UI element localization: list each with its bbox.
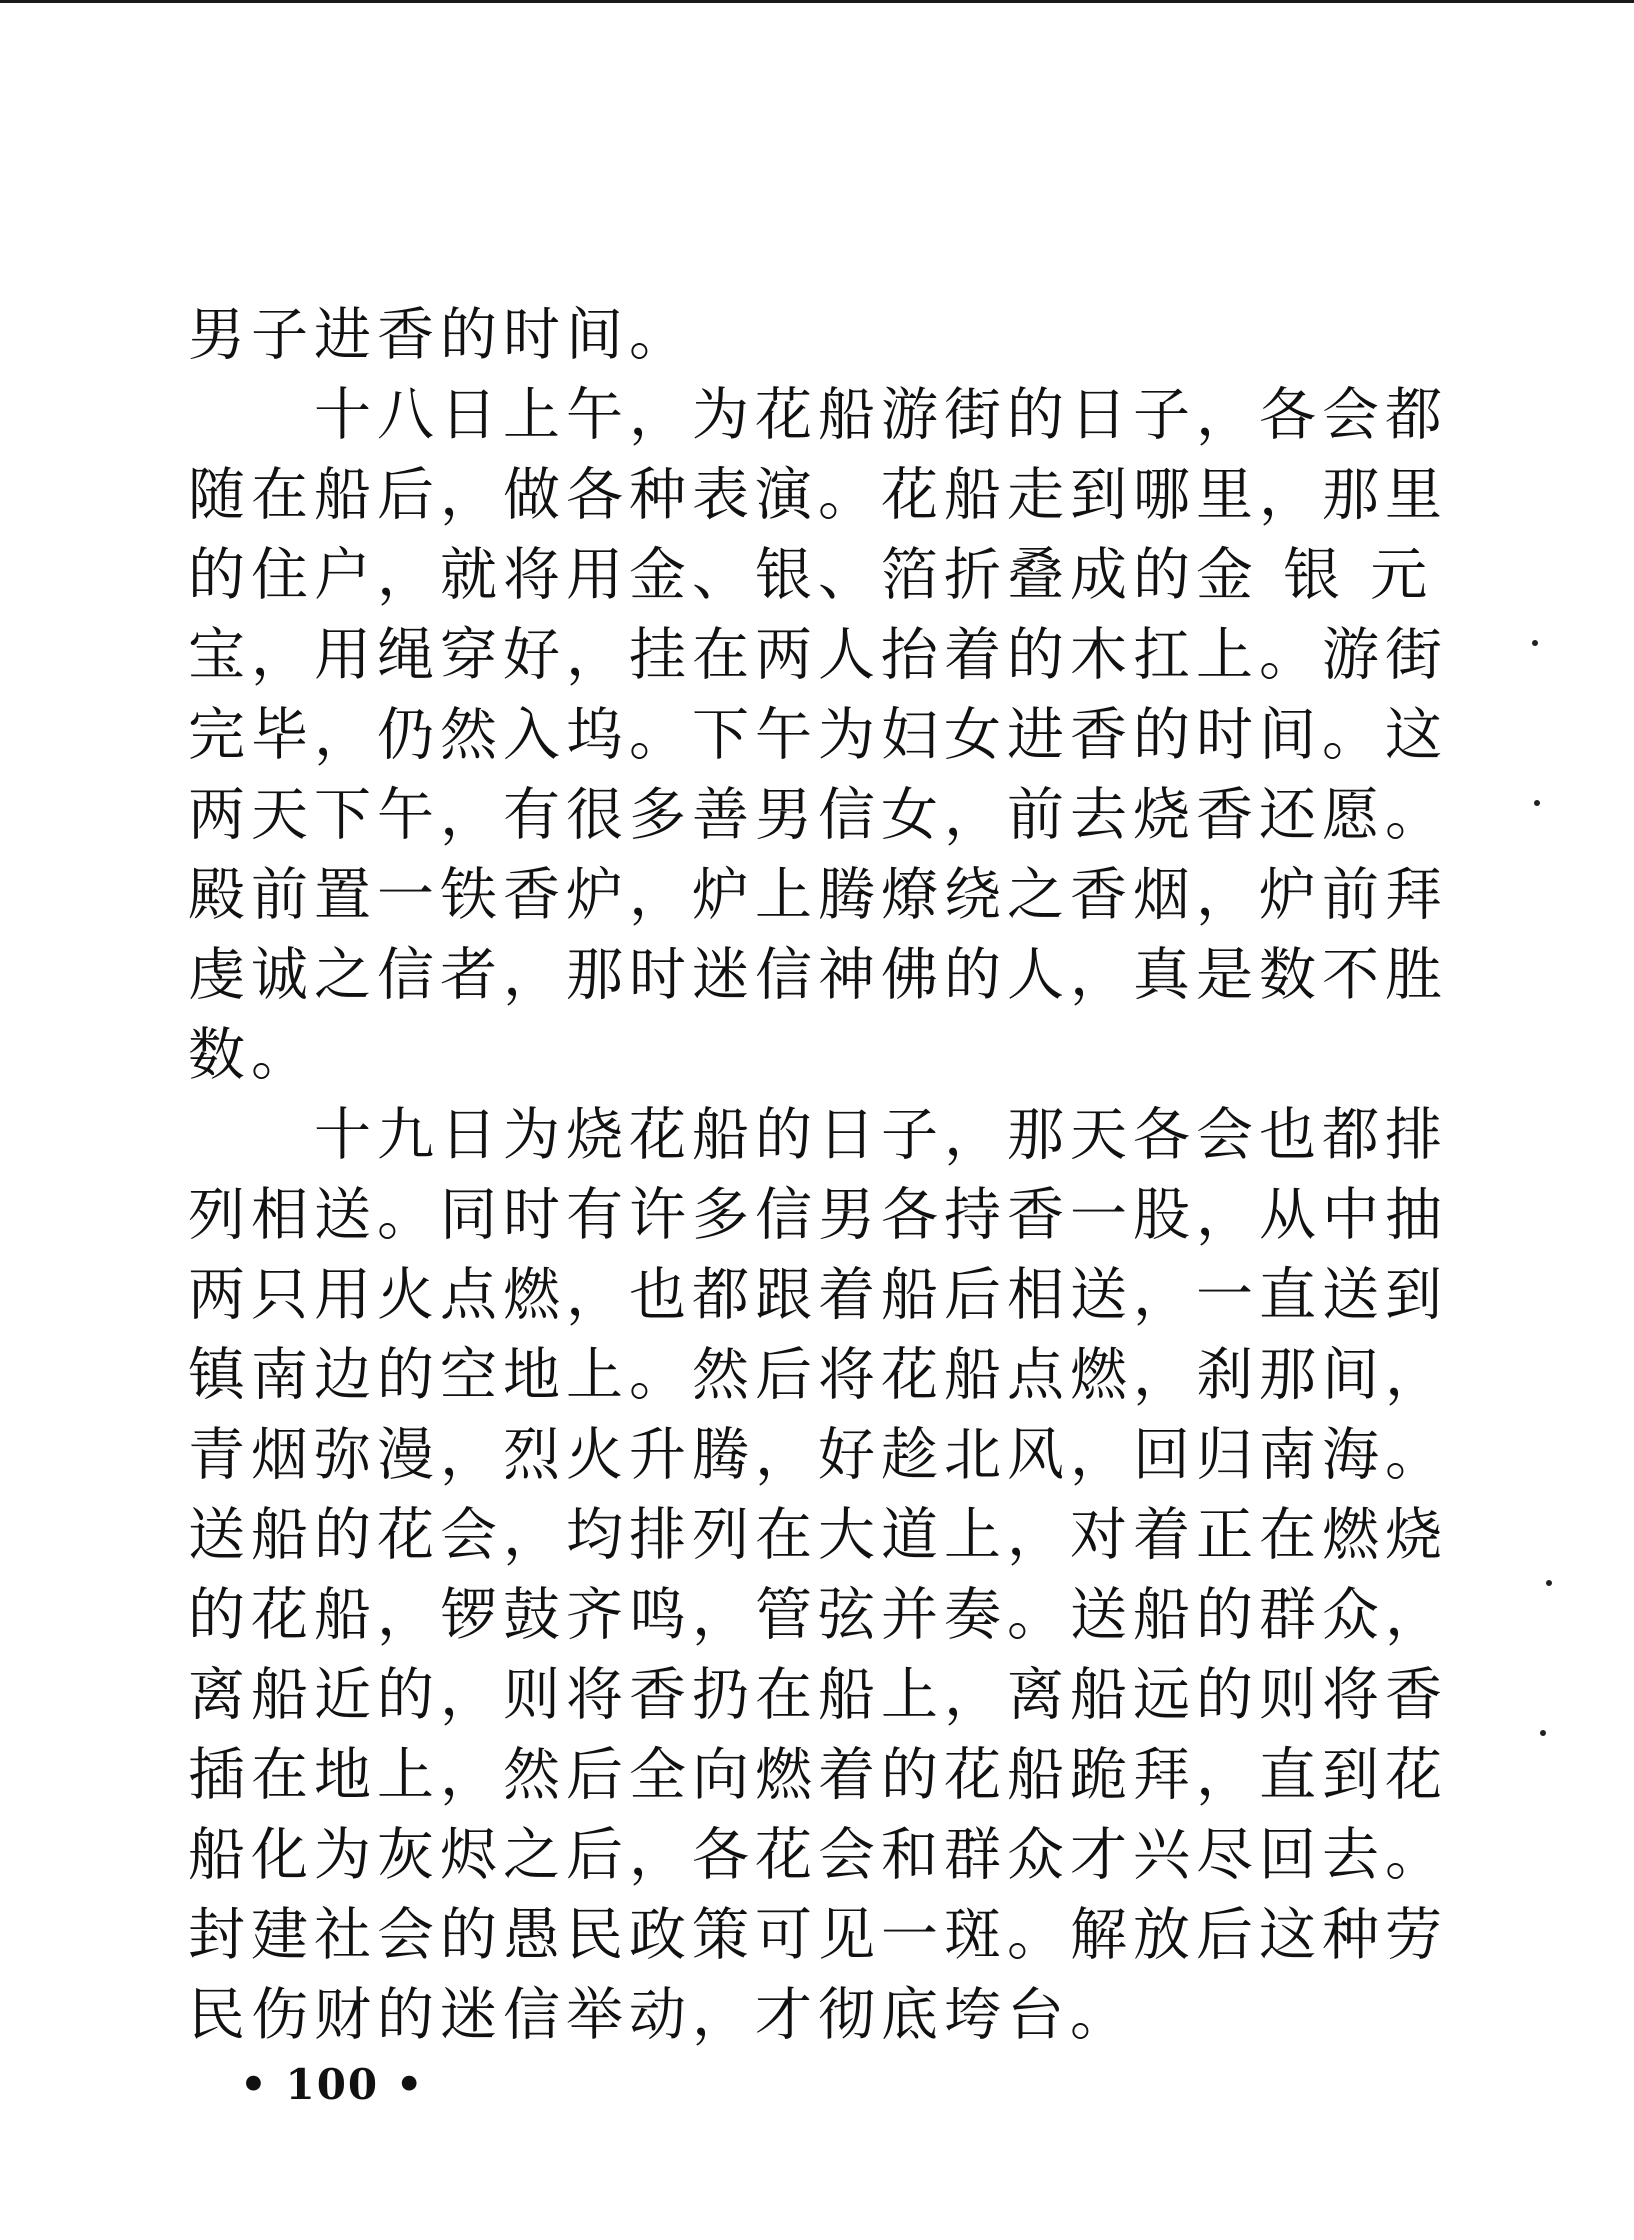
text-line-20: 船化为灰烬之后，各花会和群众才兴尽回去。 <box>188 1822 1448 1888</box>
text-line-17: 的花船，锣鼓齐鸣，管弦并奏。送船的群众， <box>188 1582 1448 1648</box>
page-number: • 100 • <box>240 2060 425 2109</box>
text-line-11: 十九日为烧花船的日子，那天各会也都排 <box>188 1102 1448 1168</box>
text-line-6: 完毕，仍然入坞。下午为妇女进香的时间。这 <box>188 702 1448 768</box>
text-line-10: 数。 <box>188 1022 314 1088</box>
text-line-16: 送船的花会，均排列在大道上，对着正在燃烧 <box>188 1502 1448 1568</box>
scan-speck <box>1540 1730 1546 1736</box>
text-line-18: 离船近的，则将香扔在船上，离船远的则将香 <box>188 1662 1448 1728</box>
text-line-7: 两天下午，有很多善男信女，前去烧香还愿。 <box>188 782 1448 848</box>
text-line-15: 青烟弥漫，烈火升腾，好趁北风，回归南海。 <box>188 1422 1448 1488</box>
text-line-12: 列相送。同时有许多信男各持香一股，从中抽 <box>188 1182 1448 1248</box>
text-line-3: 随在船后，做各种表演。花船走到哪里，那里 <box>188 462 1448 528</box>
text-line-8: 殿前置一铁香炉，炉上腾燎绕之香烟，炉前拜 <box>188 862 1448 928</box>
scan-speck <box>1534 800 1540 806</box>
text-line-14: 镇南边的空地上。然后将花船点燃，刹那间， <box>188 1342 1448 1408</box>
text-line-2: 十八日上午，为花船游街的日子，各会都 <box>188 382 1448 448</box>
scan-speck <box>1546 1580 1552 1586</box>
text-line-22: 民伤财的迷信举动，才彻底垮台。 <box>188 1982 1133 2048</box>
text-line-5: 宝，用绳穿好，挂在两人抬着的木扛上。游街 <box>188 622 1448 688</box>
text-line-19: 插在地上，然后全向燃着的花船跪拜，直到花 <box>188 1742 1448 1808</box>
text-line-9: 虔诚之信者，那时迷信神佛的人，真是数不胜 <box>188 942 1448 1008</box>
scan-speck <box>1532 640 1538 646</box>
top-border-line <box>0 0 1634 3</box>
text-line-21: 封建社会的愚民政策可见一斑。解放后这种劳 <box>188 1902 1448 1968</box>
text-line-4: 的住户，就将用金、银、箔折叠成的金 银 元 <box>188 542 1434 608</box>
text-line-13: 两只用火点燃，也都跟着船后相送，一直送到 <box>188 1262 1448 1328</box>
text-line-1: 男子进香的时间。 <box>188 302 692 368</box>
